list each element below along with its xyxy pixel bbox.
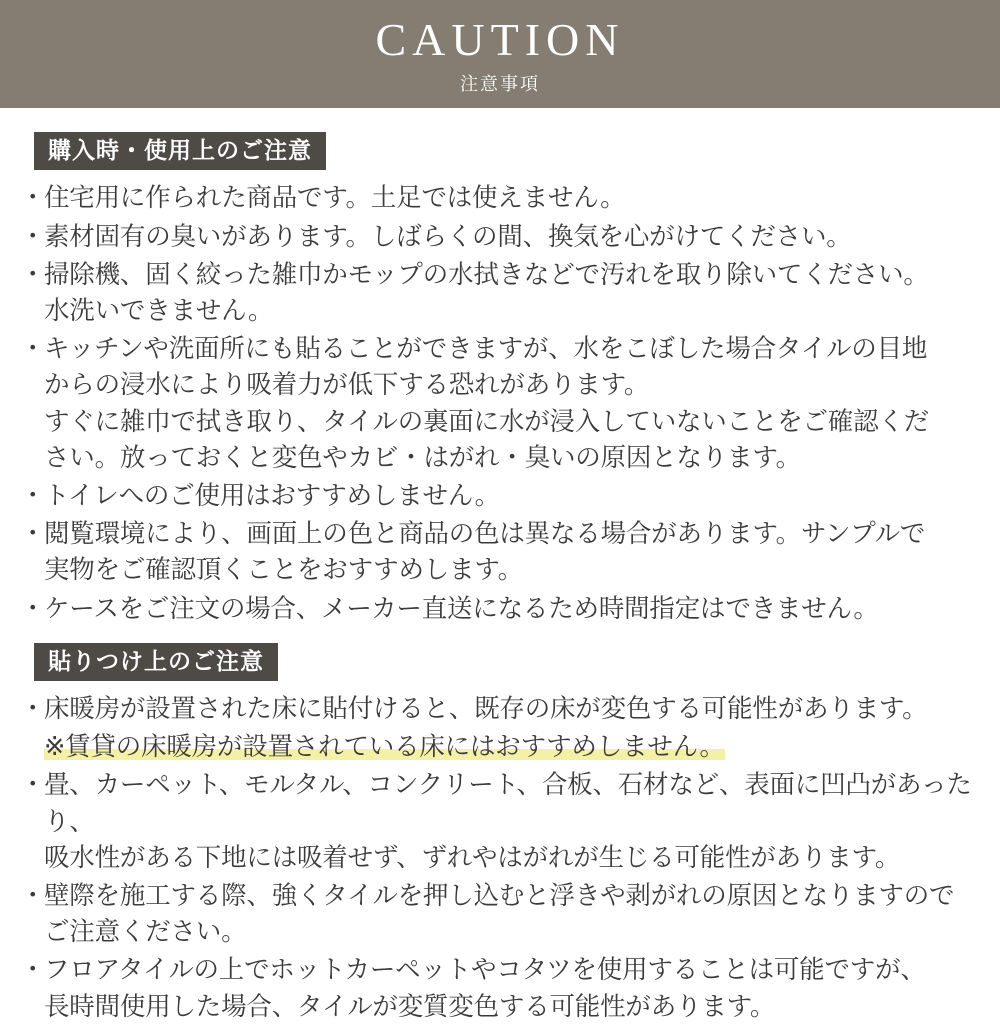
note-line: フロアタイルの上でホットカーペットやコタツを使用することは可能ですが、	[44, 956, 926, 985]
list-item	[22, 331, 978, 476]
section-heading-purchase-use: 購入時・使用上のご注意	[34, 132, 326, 170]
list-item	[22, 591, 978, 627]
note-line: 壁際を施工する際、強くタイルを押し込むと浮きや剥がれの原因となりますので	[44, 882, 955, 911]
note-line: トイレへのご使用はおすすめしません。	[44, 481, 500, 510]
note-line: 吸水性がある下地には吸着せず、ずれやはがれが生じる可能性があります。	[44, 843, 901, 872]
list-item	[22, 257, 978, 329]
caution-banner	[0, 0, 1000, 108]
note-line: さい。放っておくと変色やカビ・はがれ・臭いの原因となります。	[44, 443, 801, 472]
note-line: 掃除機、固く絞った雑巾かモップの水拭きなどで汚れを取り除いてください。	[44, 260, 929, 289]
banner-subtitle: 注意事項	[460, 74, 540, 95]
list-item-highlighted	[22, 729, 978, 765]
list-item	[22, 516, 978, 588]
list-item	[22, 180, 978, 216]
note-line: 長時間使用した場合、タイルが変質変色する可能性があります。	[44, 992, 776, 1021]
note-line: ケースをご注文の場合、メーカー直送になるため時間指定はできません。	[44, 594, 879, 623]
note-line: 素材固有の臭いがあります。しばらくの間、換気を心がけてください。	[44, 222, 852, 251]
note-line: 畳、カーペット、モルタル、コンクリート、合板、石材など、表面に凹凸があったり、	[44, 771, 972, 836]
list-item	[22, 219, 978, 255]
note-line: 閲覧環境により、画面上の色と商品の色は異なる場合があります。サンプルで	[44, 520, 926, 549]
note-line: キッチンや洗面所にも貼ることができますが、水をこぼした場合タイルの目地	[44, 335, 928, 364]
note-line: からの浸水により吸着力が低下する恐れがあります。	[44, 371, 650, 400]
note-line: ご注意ください。	[44, 918, 247, 947]
list-item	[22, 691, 978, 727]
caution-content	[0, 108, 1000, 1025]
note-line: 水洗いできません。	[44, 296, 274, 325]
note-line: すぐに雑巾で拭き取り、タイルの裏面に水が浸入していないことをご確認くだ	[44, 407, 929, 436]
list-item	[22, 878, 978, 950]
section-heading-installation: 貼りつけ上のご注意	[34, 643, 278, 681]
list-item	[22, 478, 978, 514]
note-line: 実物をご確認頂くことをおすすめします。	[44, 556, 523, 585]
list-item	[22, 767, 978, 876]
note-line: 住宅用に作られた商品です。土足では使えません。	[44, 184, 626, 213]
list-item	[22, 952, 978, 1024]
notes-list-installation	[22, 691, 978, 1025]
note-line-highlighted: ※賃貸の床暖房が設置されている床にはおすすめしません。	[44, 733, 725, 762]
notes-list-purchase-use	[22, 180, 978, 626]
banner-title: CAUTION	[375, 13, 625, 65]
note-line: 床暖房が設置された床に貼付けると、既存の床が変色する可能性があります。	[44, 695, 928, 724]
